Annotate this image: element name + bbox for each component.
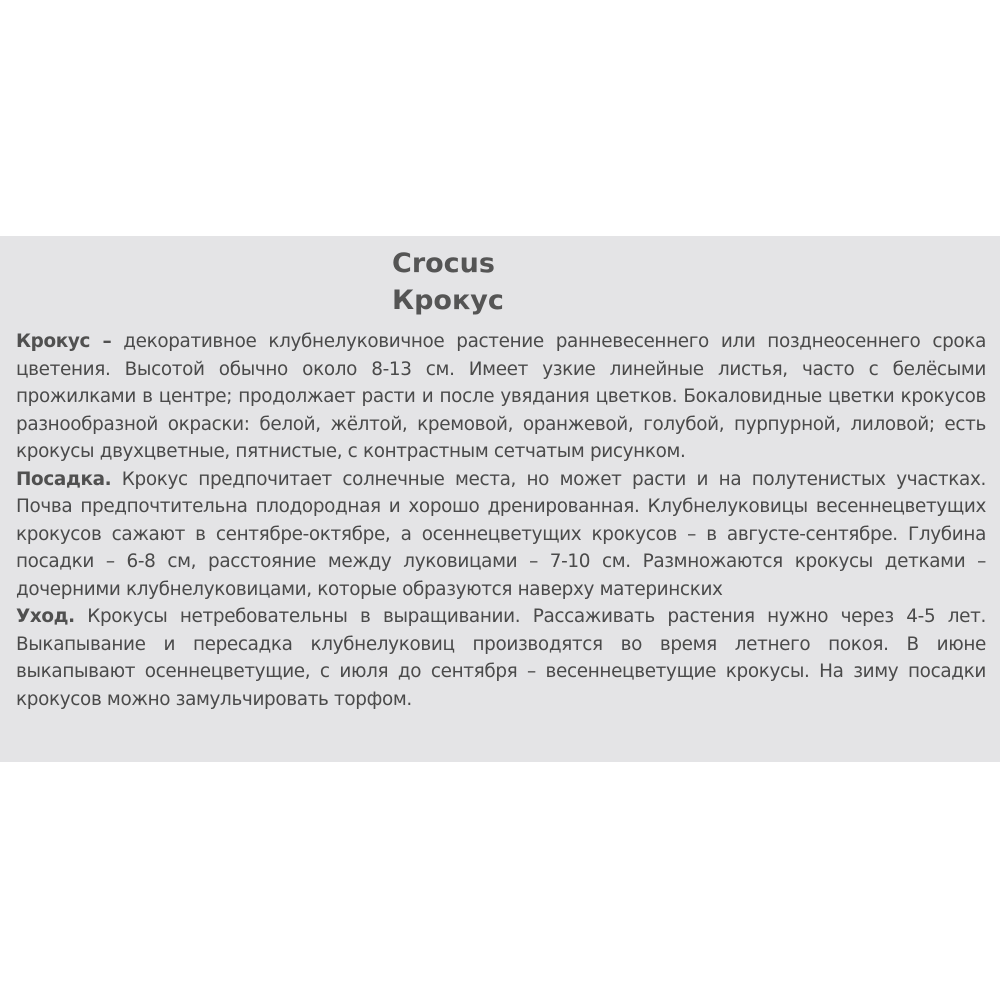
paragraph-description [16,328,986,466]
paragraph-term: Крокус – [16,331,112,352]
paragraph-care [16,603,986,713]
paragraph-term: Уход. [16,606,75,627]
label-card [0,236,1000,762]
title-russian: Крокус [392,285,504,316]
description-body [16,328,986,713]
title-block [392,245,504,319]
paragraph-term: Посадка. [16,468,112,490]
paragraph-text: Крокус предпочитает солнечные места, но может расти и на полутенистых участках. Почва предпочтительна плодородная и хорошо дренированная. Клубнелуковицы весеннецветущих крокусов сажают в сентябре-октябре, а осеннецветущих крокусов – в августе-сентябре. Глубина посадки – 6-8 см, расстояние между луковицами – 7-10 см. Размножаются крокусы детками – дочерними клубнелуковицами, которые образуются наверху материнских [16,468,986,600]
paragraph-text: декоративное клубнелуковичное растение ранневесеннего или позднеосеннего срока цветения. Высотой обычно около 8-13 см. Имеет узкие линейные листья, часто с белёсыми прожилками в центре; продолжает расти и после увядания цветков. Бокаловидные цветки крокусов разнообразной окраски: белой, жёлтой, кремовой, оранжевой, голубой, пурпурной, лиловой; есть крокусы двухцветные, пятнистые, с контрастным сетчатым рисунком. [16,331,986,462]
paragraph-planting [16,466,986,604]
title-latin: Crocus [392,248,495,279]
paragraph-text: Крокусы нетребовательны в выращивании. Рассаживать растения нужно через 4-5 лет. Выкапывание и пересадка клубнелуковиц производятся во время летнего покоя. В июне выкапывают осеннецветущие, с июля до сентября – весеннецветущие крокусы. На зиму посадки крокусов можно замульчировать торфом. [16,606,986,710]
